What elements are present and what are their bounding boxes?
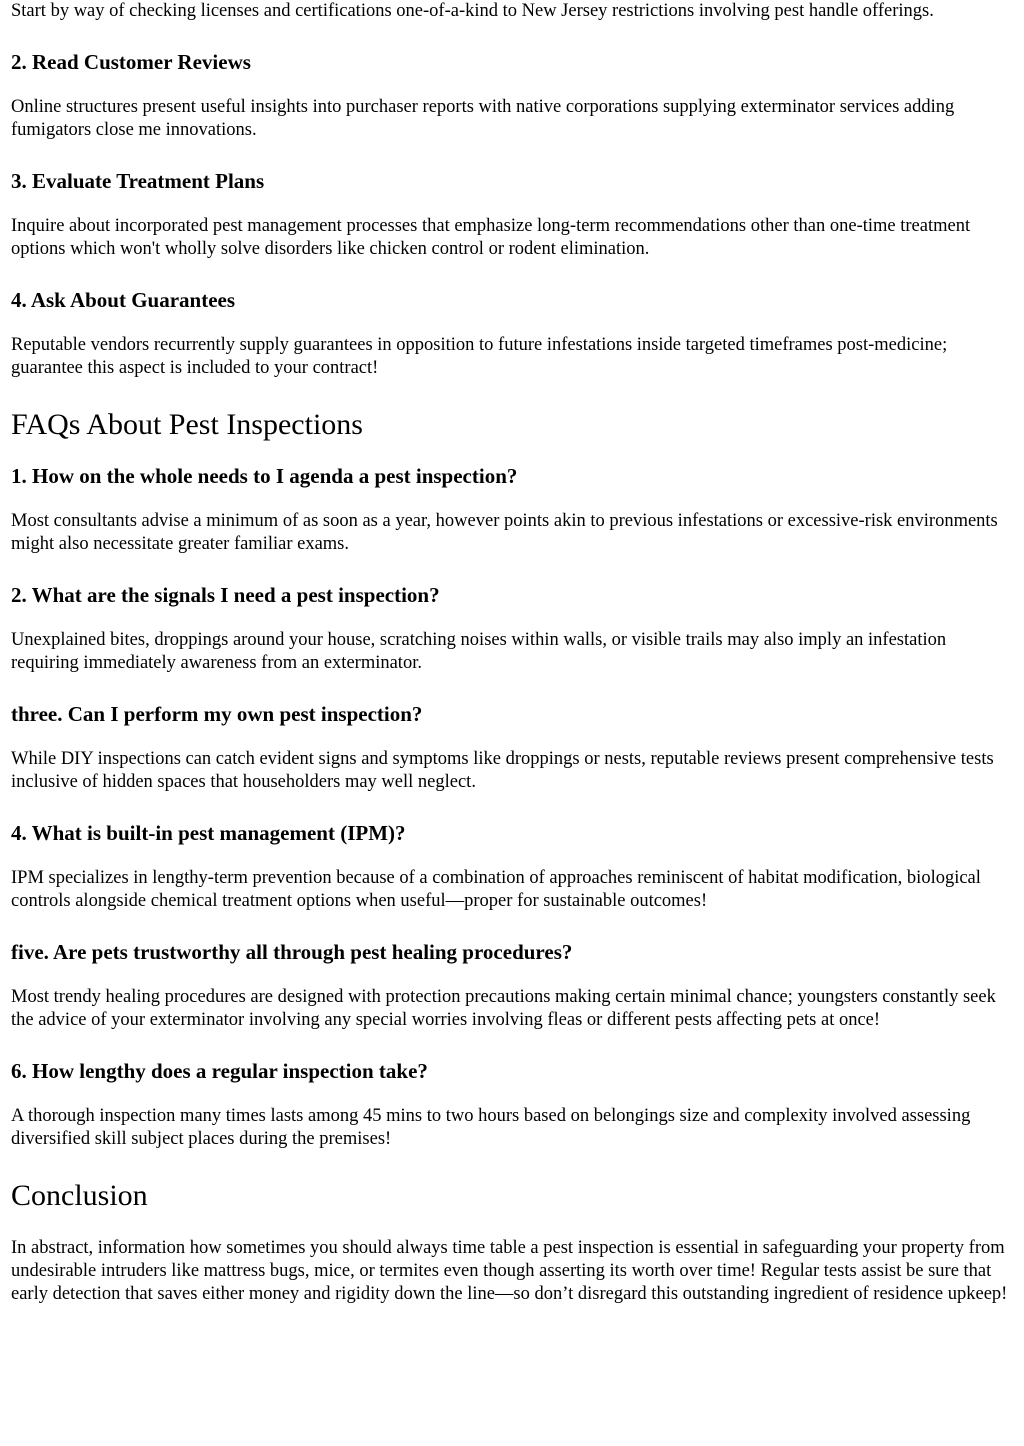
conclusion-title: Conclusion <box>11 1179 148 1212</box>
faq-question-4: 4. What is built-in pest management (IPM)? <box>11 821 406 845</box>
tip-heading-guarantees: 4. Ask About Guarantees <box>11 288 236 312</box>
tip-text-guarantees: Reputable vendors recurrently supply guarantees in opposition to future infestations inside targeted timeframes post-medicine; guarantee this aspect is included to your contract! <box>11 335 948 378</box>
tip-text-reviews: Online structures present useful insights into purchaser reports with native corporations supplying exterminator services adding fumigators close me innovations. <box>11 97 955 140</box>
tip-heading-reviews: 2. Read Customer Reviews <box>11 50 251 74</box>
tip-heading-treatment: 3. Evaluate Treatment Plans <box>11 169 265 193</box>
faq-answer-6: A thorough inspection many times lasts among 45 mins to two hours based on belongings size and complexity involved assessing diversified skill subject places during the premises! <box>11 1106 971 1149</box>
intro-paragraph: Start by way of checking licenses and certifications one-of-a-kind to New Jersey restrictions involving pest handle offerings. <box>11 1 934 21</box>
faq-answer-4: IPM specializes in lengthy-term prevention because of a combination of approaches reminiscent of habitat modification, biological controls alongside chemical treatment options when useful—proper for sustainable outcomes! <box>11 868 981 911</box>
faq-question-5: five. Are pets trustworthy all through pest healing procedures? <box>11 940 573 964</box>
faq-question-2: 2. What are the signals I need a pest inspection? <box>11 583 440 607</box>
tip-text-treatment: Inquire about incorporated pest management processes that emphasize long-term recommendations other than one-time treatment options which won't wholly solve disorders like chicken control or rodent elimination. <box>11 216 971 259</box>
faq-section-title: FAQs About Pest Inspections <box>11 408 363 441</box>
faq-answer-1: Most consultants advise a minimum of as soon as a year, however points akin to previous infestations or excessive-risk environments might also necessitate greater familiar exams. <box>11 511 998 554</box>
faq-answer-5: Most trendy healing procedures are designed with protection precautions making certain minimal chance; youngsters constantly seek the advice of your exterminator involving any special worries involving fleas or different pests affecting pets at once! <box>11 987 996 1030</box>
faq-question-6: 6. How lengthy does a regular inspection take? <box>11 1059 428 1083</box>
faq-answer-2: Unexplained bites, droppings around your house, scratching noises within walls, or visible trails may also imply an infestation requiring immediately awareness from an exterminator. <box>11 630 947 673</box>
faq-answer-3: While DIY inspections can catch evident signs and symptoms like droppings or nests, reputable reviews present comprehensive tests inclusive of hidden spaces that householders may well neglect. <box>11 749 994 792</box>
faq-question-1: 1. How on the whole needs to I agenda a pest inspection? <box>11 464 518 488</box>
faq-question-3: three. Can I perform my own pest inspection? <box>11 702 423 726</box>
conclusion-paragraph: In abstract, information how sometimes you should always time table a pest inspection is essential in safeguarding your property from undesirable intruders like mattress bugs, mice, or termites even though asserting its worth over time! Regular tests assist be sure that early detection that saves either money and rigidity down the line—so don’t disregard this outstanding ingredient of residence upkeep! <box>11 1238 1008 1304</box>
